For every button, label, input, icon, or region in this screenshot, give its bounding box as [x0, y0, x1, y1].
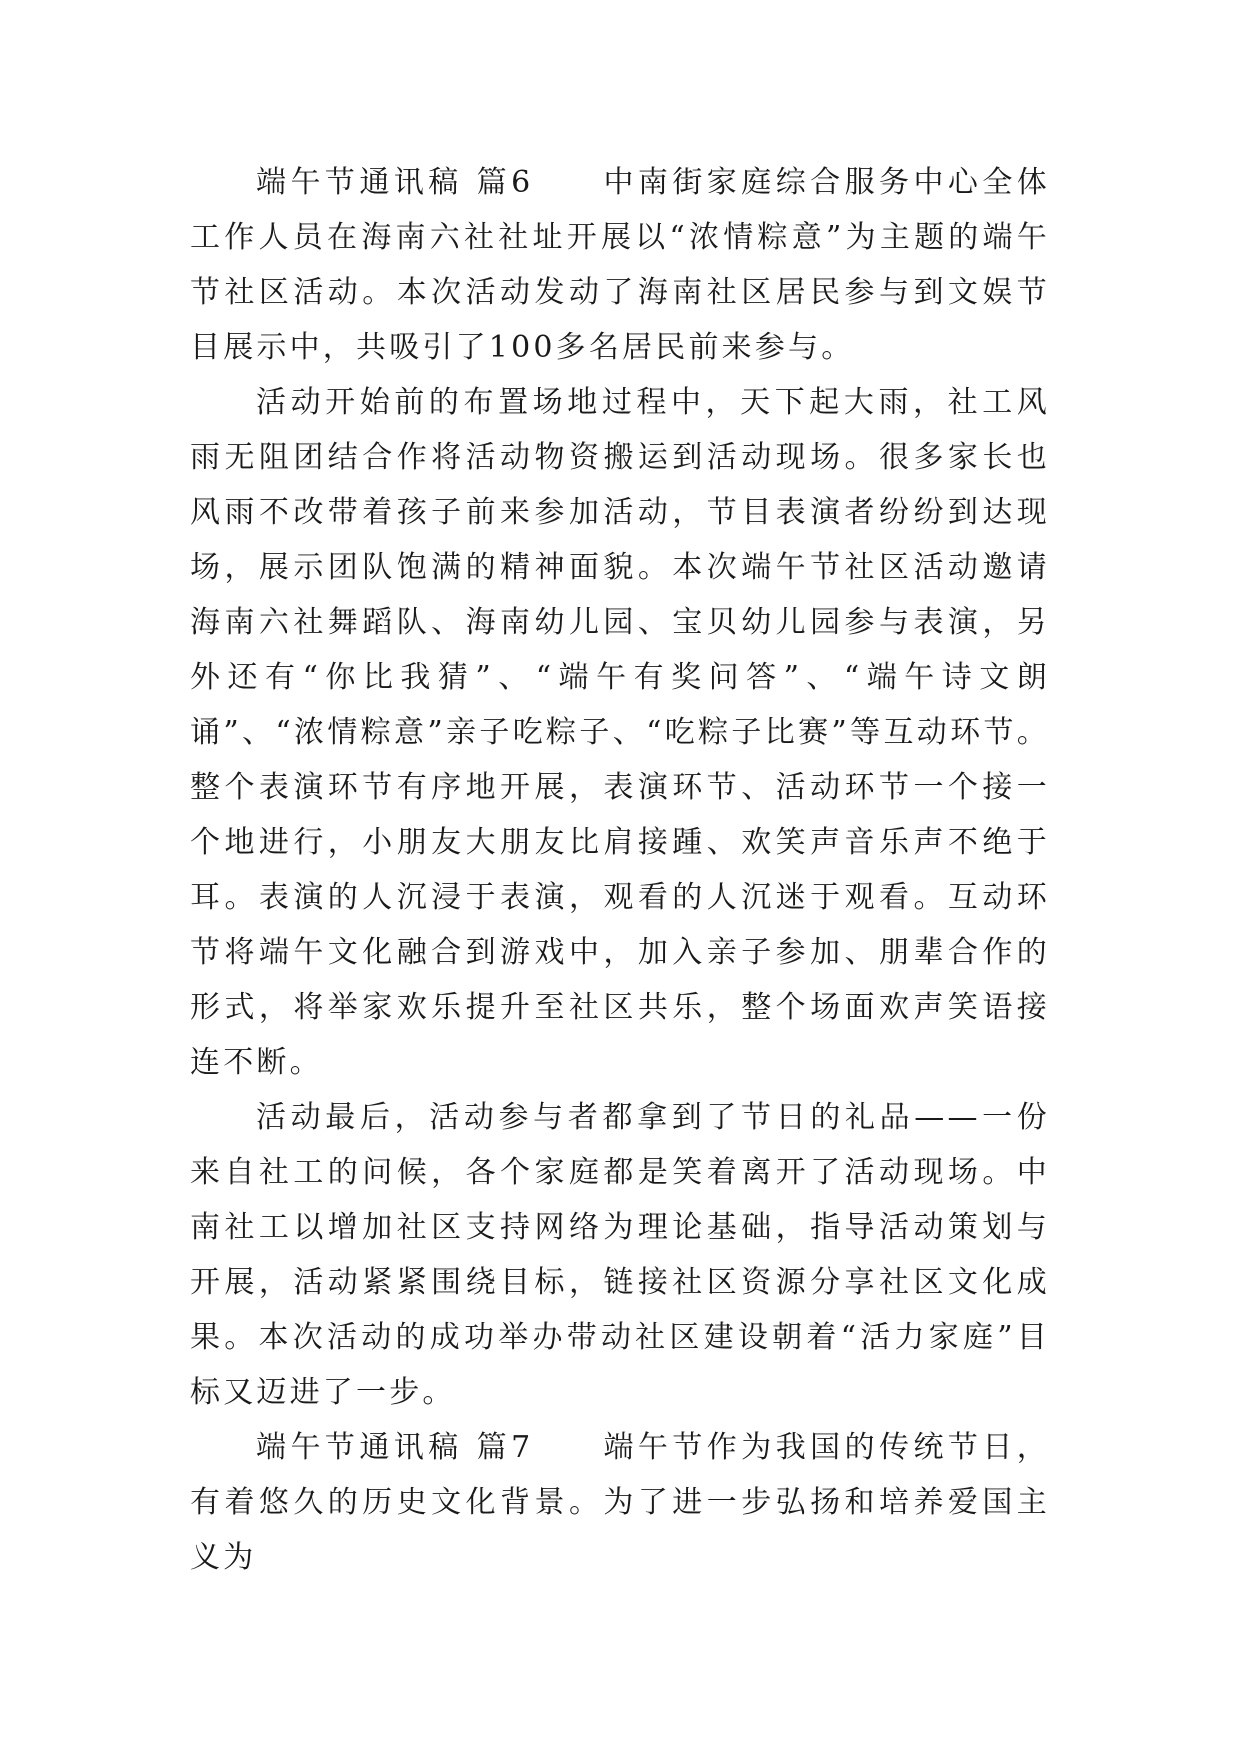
document-body — [190, 155, 1050, 1585]
paragraph-activity-conclusion: 活动最后，活动参与者都拿到了节日的礼品——一份来自社工的问候，各个家庭都是笑着离开了活动现场。中南社工以增加社区支持网络为理论基础，指导活动策划与开展，活动紧紧围绕目标，链接社区资源分享社区文化成果。本次活动的成功举办带动社区建设朝着“活力家庭”目标又迈进了一步。 — [190, 1100, 1050, 1410]
paragraph-article-6-intro: 端午节通讯稿 篇6 中南街家庭综合服务中心全体工作人员在海南六社社址开展以“浓情粽意”为主题的端午节社区活动。本次活动发动了海南社区居民参与到文娱节目展示中，共吸引了100多名居民前来参与。 — [190, 165, 1050, 365]
paragraph-activity-setup: 活动开始前的布置场地过程中，天下起大雨，社工风雨无阻团结合作将活动物资搬运到活动现场。很多家长也风雨不改带着孩子前来参加活动，节目表演者纷纷到达现场，展示团队饱满的精神面貌。本次端午节社区活动邀请海南六社舞蹈队、海南幼儿园、宝贝幼儿园参与表演，另外还有“你比我猜”、“端午有奖问答”、“端午诗文朗诵”、“浓情粽意”亲子吃粽子、“吃粽子比赛”等互动环节。整个表演环节有序地开展，表演环节、活动环节一个接一个地进行，小朋友大朋友比肩接踵、欢笑声音乐声不绝于耳。表演的人沉浸于表演，观看的人沉迷于观看。互动环节将端午文化融合到游戏中，加入亲子参加、朋辈合作的形式，将举家欢乐提升至社区共乐，整个场面欢声笑语接连不断。 — [190, 385, 1050, 1080]
paragraph-article-7-intro: 端午节通讯稿 篇7 端午节作为我国的传统节日，有着悠久的历史文化背景。为了进一步弘扬和培养爱国主义为 — [190, 1430, 1050, 1575]
